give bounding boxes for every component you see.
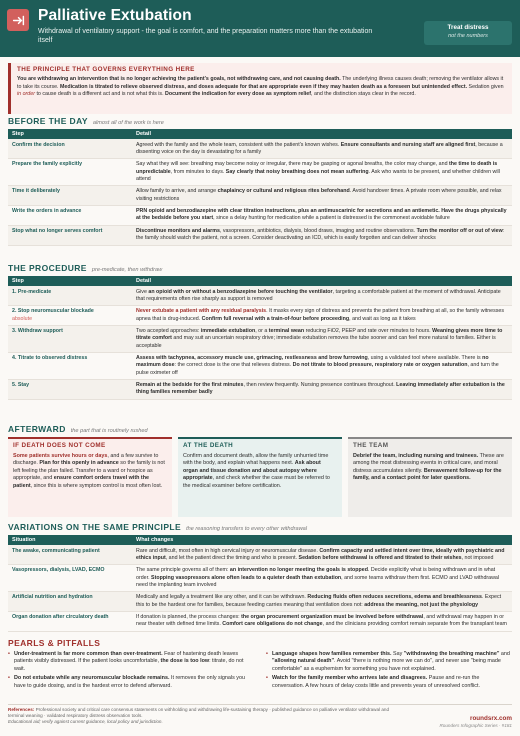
section-heading-before: BEFORE THE DAY almost all of the work is here bbox=[8, 116, 164, 126]
principle-heading: THE PRINCIPLE THAT GOVERNS EVERYTHING HERE bbox=[17, 66, 195, 73]
references: References: Professional society and critical care consensus statements on withholding and withdrawing life-sustaining therapy · published guidance on palliative ventilator withdrawal and terminal weaning · validated respiratory distress observation tools. Educational aid; verify against current guidance, local policy and jurisdiction. bbox=[8, 707, 389, 725]
list-item: • Language shapes how families remember this. Say "withdrawing the breathing machine" and "allowing natural death". Avoid "there is nothing more we can do", and never use "being made comfortable" as a euphemism for something you have not explained. bbox=[266, 651, 512, 673]
table-row: Prepare the family explicitly Say what they will see: breathing may become noisy or irregular, there may be gasping or agonal breaths, the color may change, and the time to death is unpredictable, from minutes to days. Say clearly that noisy breathing does not mean suffering. Ask who wants to be present, and whether children will attend bbox=[8, 159, 512, 186]
pearls-right-column bbox=[266, 651, 512, 692]
table-row: Vasopressors, dialysis, LVAD, ECMO The same principle governs all of them: an intervention no longer meeting the goals is stopped. Decide explicitly what is being withdrawn and in what order. Stopping vasopressors alone often leads to a quieter death than extubation, and some teams withdraw them first. ECMO and LVAD withdrawal need the implanting team involved bbox=[8, 565, 512, 592]
section-heading-afterward: AFTERWARD the part that is routinely rushed bbox=[8, 424, 148, 434]
list-item: • Watch for the family member who arrives late and disagrees. Pause and re-run the conversation. A few hours of delay costs little and prevents years of unresolved conflict. bbox=[266, 675, 512, 690]
header-badge: Treat distress not the numbers bbox=[424, 21, 512, 45]
pearls-list bbox=[8, 651, 512, 692]
series-label: Rounders Infographic Series · #181 bbox=[439, 723, 512, 729]
table-row: 1. Pre-medicate Give an opioid with or without a benzodiazepine before touching the ventilator, targeting a comfortable patient at the moment of withdrawal. Anticipate that requirements often rise sharply as support is removed bbox=[8, 286, 512, 305]
list-item: • Under-treatment is far more common than over-treatment. Fear of hastening death leaves patients visibly distressed. If the patient looks uncomfortable, the dose is too low: titrate, do not wait. bbox=[8, 651, 254, 673]
afterward-box-team: THE TEAM Debrief the team, including nursing and trainees. These are among the most distressing events in critical care, and moral distress accumulates silently. Bereavement follow-up for the family, and a contact point for later questions. bbox=[348, 437, 512, 517]
footer bbox=[8, 704, 512, 732]
variations-table bbox=[8, 535, 512, 632]
exit-arrow-icon bbox=[7, 9, 29, 31]
page-subtitle: Withdrawal of ventilatory support - the goal is comfort, and the preparation matters more than the extubation itself bbox=[38, 28, 373, 45]
section-heading-procedure: THE PROCEDURE pre-medicate, then withdraw bbox=[8, 263, 163, 273]
absolute-note: absolute bbox=[12, 315, 33, 322]
table-row: The awake, communicating patient Rare and difficult, most often in high cervical injury or neuromuscular disease. Confirm capacity and settled intent over time, ideally with psychiatric and ethics input, and let the patient direct the timing and who is present. Sedation before withdrawal is offered and titrated to their wishes, not imposed bbox=[8, 545, 512, 564]
table-header-row: Situation What changes bbox=[8, 535, 512, 545]
section-heading-pearls: PEARLS & PITFALLS bbox=[8, 638, 101, 648]
table-row: Stop what no longer serves comfort Discontinue monitors and alarms, vasopressors, antibiotics, dialysis, blood draws, imaging and routine observations. Turn the monitor off or out of view: the family should watch the patient, not a screen. Consider deactivating an ICD, which is easily forgotten and can deliver shocks bbox=[8, 225, 512, 245]
list-item: • Do not extubate while any neuromuscular blockade remains. It removes the only signals you have to guide dosing, and is the hardest error to defend afterward. bbox=[8, 675, 254, 690]
before-table bbox=[8, 129, 512, 246]
table-row: Time it deliberately Allow family to arrive, and arrange chaplaincy or cultural and religious rites beforehand. Avoid handover times. A private room where possible, and relax visiting restrictions bbox=[8, 186, 512, 206]
header-banner bbox=[0, 0, 520, 57]
principle-text: You are withdrawing an intervention that is no longer achieving the patient's goals, not withdrawing care, and not causing death. The underlying illness causes death; removing the ventilator allows it to take its course. Medication is titrated to relieve observed distress, and doses adequate for that are appropriate even if they may hasten death as a foreseen but unintended effect. Sedation given in order to cause death is a different act and is not what this is. Document the indication for every dose as symptom relief, and the distinction stays clear in the record. bbox=[17, 76, 504, 98]
footer-brand bbox=[439, 715, 512, 729]
section-heading-variations: VARIATIONS ON THE SAME PRINCIPLE the reasoning transfers to every other withdrawal bbox=[8, 522, 308, 532]
table-row: Artificial nutrition and hydration Medically and legally a treatment like any other, and it can be withdrawn. Reducing fluids often reduces secretions, edema and breathlessness. Expect this to be the hardest one for families, because feeding carries meaning that ventilation does not: address the meaning, not just the physiology bbox=[8, 592, 512, 612]
afterward-box-no-death: IF DEATH DOES NOT COME Some patients survive hours or days, and a few survive to discharge. Plan for this openly in advance so the family is not left feeling the plan failed. Transfer to a ward or hospice as appropriate, and ensure comfort orders travel with the patient, since this is where symptom control is most often lost. bbox=[8, 437, 172, 517]
afterward-box-at-death: AT THE DEATH Confirm and document death, allow the family unhurried time with the body, and explain what happens next. Ask about organ and tissue donation and about autopsy where appropriate, and check whether the case must be referred to the medical examiner before certification. bbox=[178, 437, 342, 517]
table-row: Write the orders in advance PRN opioid and benzodiazepine with clear titration instructions, plus an antimuscarinic for secretions and an antiemetic. Have the drugs physically at the bedside before you start, since a delay hunting for medication while a patient is distressed is the commonest avoidable failure bbox=[8, 205, 512, 225]
table-header-row: Step Detail bbox=[8, 129, 512, 139]
table-row: Confirm the decision Agreed with the family and the whole team, consistent with the patient's known wishes. Ensure consultants and nursing staff are aligned first, because a dissenting voice on the day is devastating for a family bbox=[8, 139, 512, 158]
procedure-table bbox=[8, 276, 512, 400]
pearls-left-column bbox=[8, 651, 254, 692]
table-header-row: Step Detail bbox=[8, 276, 512, 286]
table-row: 4. Titrate to observed distress Assess with tachypnea, accessory muscle use, grimacing, restlessness and brow furrowing, using a validated tool where available. There is no maximum dose: the correct dose is the one that relieves distress. Do not titrate to blood pressure, respiratory rate or oxygen saturation, and turn the pulse oximeter off bbox=[8, 352, 512, 379]
table-row: Organ donation after circulatory death If donation is planned, the process changes: the organ procurement organization must be involved before withdrawal, and withdrawal may happen in or near theater with defined time limits. Comfort care obligations do not change, and the clinicians providing comfort remain separate from the transplant team bbox=[8, 611, 512, 631]
table-row: 2. Stop neuromuscular blockade absolute Never extubate a patient with any residual paralysis. It masks every sign of distress and prevents the patient from breathing at all, so the family witnesses apnea that is drug-induced. Confirm full reversal with a train-of-four before proceeding, and wait as long as it takes bbox=[8, 306, 512, 326]
site-link[interactable]: roundsrx.com bbox=[470, 715, 512, 722]
principle-callout bbox=[8, 63, 512, 114]
table-row: 3. Withdraw support Two accepted approaches: immediate extubation, or a terminal wean reducing FiO2, PEEP and rate over minutes to hours. Weaning gives more time to titrate comfort and may suit an uncertain respiratory drive; immediate extubation removes the tube sooner and can feel more natural to families. Either is acceptable bbox=[8, 326, 512, 353]
table-row: 5. Stay Remain at the bedside for the first minutes, then review frequently. Nursing presence continues throughout. Leaving immediately after extubation is the thing families remember badly bbox=[8, 379, 512, 399]
page-title: Palliative Extubation bbox=[38, 7, 192, 24]
